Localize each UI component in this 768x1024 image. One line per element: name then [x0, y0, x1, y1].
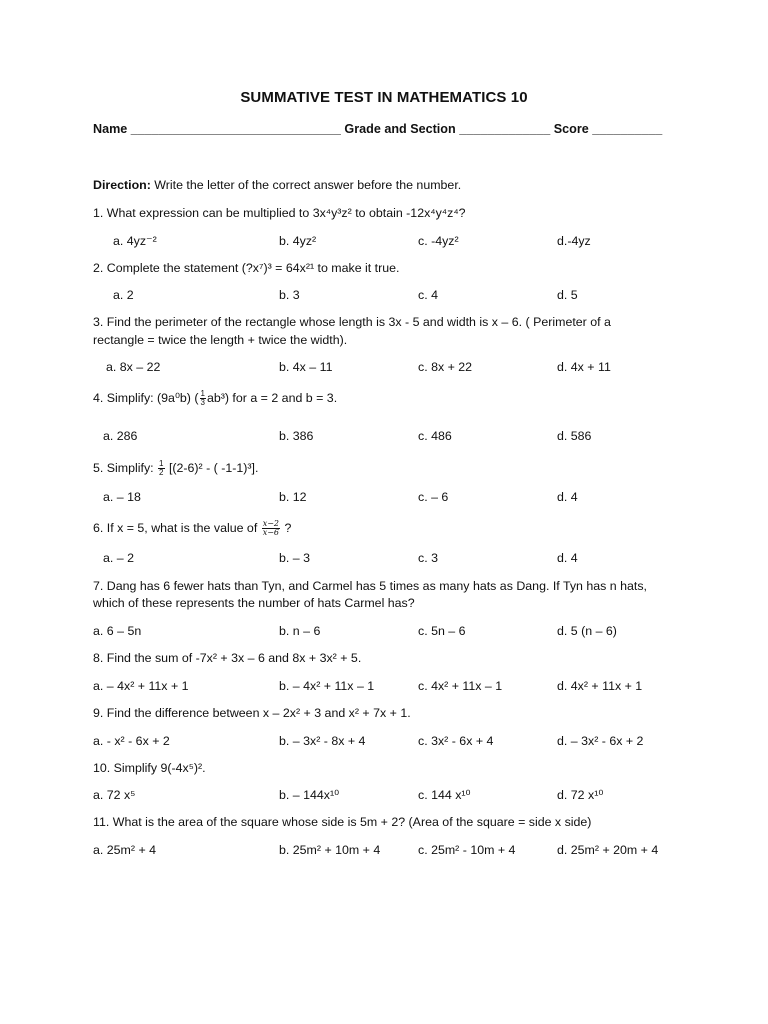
q10-option-d: d. 72 x¹⁰	[557, 788, 604, 802]
q8-option-a: a. – 4x² + 11x + 1	[93, 679, 189, 693]
q9-option-a: a. - x² - 6x + 2	[93, 734, 170, 748]
q1-option-c: c. -4yz²	[418, 234, 459, 248]
q11-option-d: d. 25m² + 20m + 4	[557, 843, 659, 857]
q3-option-c: c. 8x + 22	[418, 360, 473, 374]
question-6	[93, 520, 291, 537]
q9-option-d: d. – 3x² - 6x + 2	[557, 734, 644, 748]
q6-option-c: c. 3	[418, 551, 438, 565]
question-2: 2. Complete the statement (?x⁷)³ = 64x²¹ to make it true.	[93, 261, 400, 275]
q3-option-a: a. 8x – 22	[106, 360, 161, 374]
q6-option-a: a. – 2	[103, 551, 135, 565]
q7-option-c: c. 5n – 6	[418, 624, 466, 638]
question-1: 1. What expression can be multiplied to 3x⁴y³z² to obtain -12x⁴y⁴z⁴?	[93, 206, 466, 220]
q11-option-b: b. 25m² + 10m + 4	[279, 843, 381, 857]
q8-option-d: d. 4x² + 11x + 1	[557, 679, 643, 693]
q7-option-d: d. 5 (n – 6)	[557, 624, 617, 638]
question-7-continued: which of these represents the number of hats Carmel has?	[93, 596, 415, 610]
question-10: 10. Simplify 9(-4x⁵)².	[93, 761, 206, 775]
q2-option-d: d. 5	[557, 288, 578, 302]
q10-option-b: b. – 144x¹⁰	[279, 788, 340, 802]
question-3-continued: rectangle = twice the length + twice the width).	[93, 333, 348, 347]
q4-fraction	[200, 390, 206, 407]
q5-frac-num: 1	[159, 459, 164, 469]
q9-option-b: b. – 3x² - 8x + 4	[279, 734, 366, 748]
q6-option-d: d. 4	[557, 551, 578, 565]
q5-option-d: d. 4	[557, 490, 578, 504]
q6-text-before: 6. If x = 5, what is the value of	[93, 521, 261, 535]
q1-option-d: d.-4yz	[557, 234, 591, 248]
q4-option-a: a. 286	[103, 429, 138, 443]
q5-fraction	[158, 460, 164, 477]
q10-option-c: c. 144 x¹⁰	[418, 788, 471, 802]
question-11: 11. What is the area of the square whose side is 5m + 2? (Area of the square = side x side)	[93, 815, 592, 829]
q1-option-b: b. 4yz²	[279, 234, 317, 248]
q5-text-before: 5. Simplify:	[93, 461, 158, 475]
question-7: 7. Dang has 6 fewer hats than Tyn, and Carmel has 5 times as many hats as Dang. If Tyn has n hats,	[93, 579, 647, 593]
q6-option-b: b. – 3	[279, 551, 311, 565]
q5-option-b: b. 12	[279, 490, 307, 504]
q6-frac-den: x−6	[262, 528, 280, 538]
q10-option-a: a. 72 x⁵	[93, 788, 136, 802]
direction-line	[93, 177, 461, 193]
page-title: SUMMATIVE TEST IN MATHEMATICS 10	[240, 89, 528, 106]
q4-text-before: 4. Simplify: (9a⁰b) (	[93, 391, 199, 405]
question-9: 9. Find the difference between x – 2x² + 3 and x² + 7x + 1.	[93, 706, 411, 720]
q4-text-after: ab³) for a = 2 and b = 3.	[206, 391, 338, 405]
q9-option-c: c. 3x² - 6x + 4	[418, 734, 494, 748]
q2-option-b: b. 3	[279, 288, 300, 302]
q4-option-b: b. 386	[279, 429, 314, 443]
direction-label: Direction:	[93, 178, 151, 192]
q11-option-c: c. 25m² - 10m + 4	[418, 843, 516, 857]
q4-frac-den: 3	[200, 398, 205, 408]
question-3: 3. Find the perimeter of the rectangle whose length is 3x - 5 and width is x – 6. ( Perimeter of a	[93, 315, 611, 329]
question-8: 8. Find the sum of -7x² + 3x – 6 and 8x + 3x² + 5.	[93, 651, 362, 665]
q6-text-after: ?	[281, 521, 292, 535]
q1-option-a: a. 4yz⁻²	[113, 234, 157, 248]
q3-option-b: b. 4x – 11	[279, 360, 333, 374]
student-info-line: Name ______________________________ Grade and Section _____________ Score __________	[93, 122, 663, 136]
q6-fraction	[262, 520, 280, 537]
q7-option-a: a. 6 – 5n	[93, 624, 142, 638]
question-4	[93, 390, 337, 407]
q11-option-a: a. 25m² + 4	[93, 843, 157, 857]
direction-text: Write the letter of the correct answer before the number.	[150, 178, 462, 192]
q6-frac-num: x−2	[262, 519, 280, 529]
q4-frac-num: 1	[200, 389, 205, 399]
q5-option-c: c. – 6	[418, 490, 449, 504]
q5-text-after: [(2-6)² - ( -1-1)³].	[165, 461, 259, 475]
q5-option-a: a. – 18	[103, 490, 141, 504]
q8-option-b: b. – 4x² + 11x – 1	[279, 679, 375, 693]
q5-frac-den: 2	[159, 468, 164, 478]
question-5	[93, 460, 258, 477]
q4-option-d: d. 586	[557, 429, 592, 443]
q2-option-c: c. 4	[418, 288, 438, 302]
q7-option-b: b. n – 6	[279, 624, 321, 638]
q3-option-d: d. 4x + 11	[557, 360, 611, 374]
q8-option-c: c. 4x² + 11x – 1	[418, 679, 503, 693]
q4-option-c: c. 486	[418, 429, 452, 443]
q2-option-a: a. 2	[113, 288, 134, 302]
